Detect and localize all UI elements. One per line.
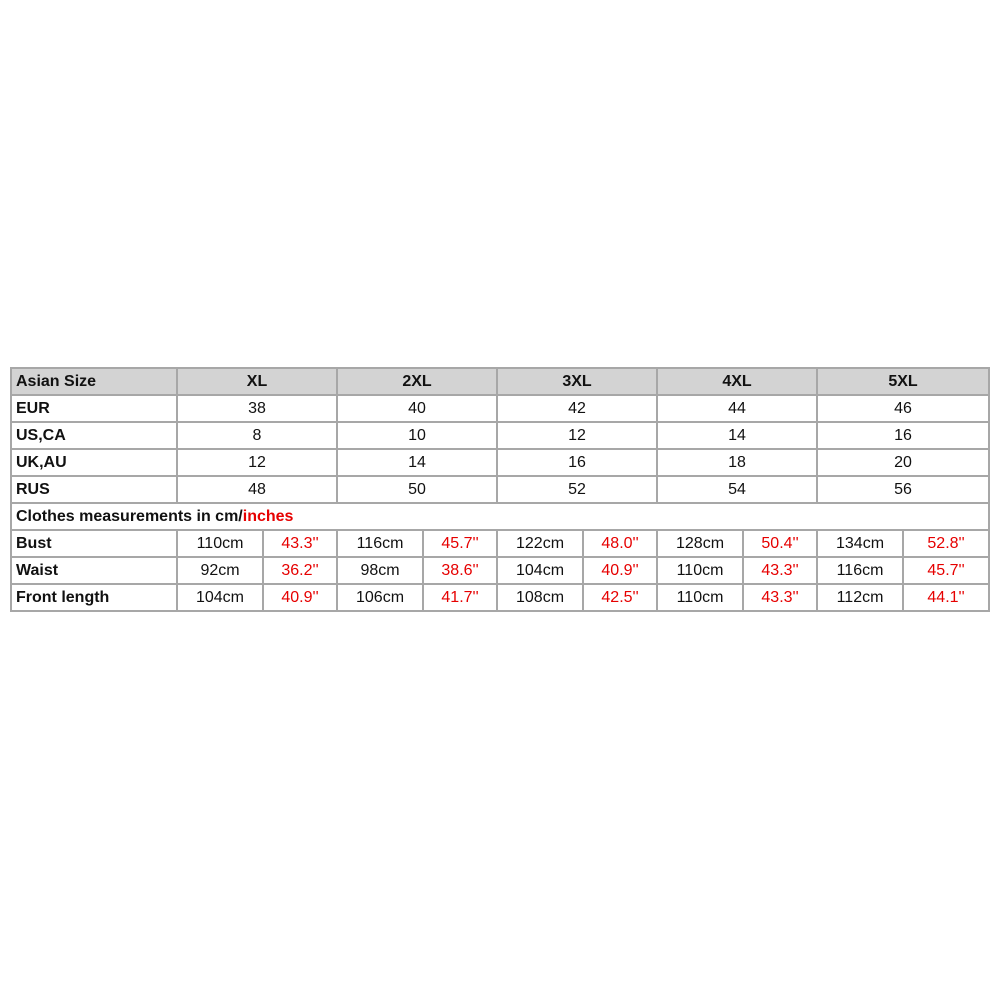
size-header-3xl: 3XL [497, 368, 657, 395]
eur-value-2xl: 40 [337, 395, 497, 422]
rus-value-3xl: 52 [497, 476, 657, 503]
waist-cm-3xl: 104cm [497, 557, 583, 584]
front-length-cm-4xl: 110cm [657, 584, 743, 611]
uk-au-value-3xl: 16 [497, 449, 657, 476]
us-ca-value-5xl: 16 [817, 422, 989, 449]
waist-row [11, 557, 989, 584]
bust-cm-xl: 110cm [177, 530, 263, 557]
size-header-xl: XL [177, 368, 337, 395]
waist-cm-4xl: 110cm [657, 557, 743, 584]
bust-cm-3xl: 122cm [497, 530, 583, 557]
measurements-title [11, 503, 989, 530]
bust-inch-3xl: 48.0'' [583, 530, 657, 557]
waist-cm-5xl: 116cm [817, 557, 903, 584]
bust-cm-2xl: 116cm [337, 530, 423, 557]
rus-label: RUS [11, 476, 177, 503]
rus-value-xl: 48 [177, 476, 337, 503]
bust-inch-4xl: 50.4'' [743, 530, 817, 557]
rus-value-2xl: 50 [337, 476, 497, 503]
front-length-row [11, 584, 989, 611]
front-length-cm-2xl: 106cm [337, 584, 423, 611]
waist-inch-xl: 36.2'' [263, 557, 337, 584]
uk-au-value-xl: 12 [177, 449, 337, 476]
rus-row [11, 476, 989, 503]
waist-inch-2xl: 38.6'' [423, 557, 497, 584]
uk-au-value-5xl: 20 [817, 449, 989, 476]
front-length-inch-3xl: 42.5'' [583, 584, 657, 611]
front-length-inch-5xl: 44.1'' [903, 584, 989, 611]
size-header-5xl: 5XL [817, 368, 989, 395]
eur-label: EUR [11, 395, 177, 422]
size-header-row [11, 368, 989, 395]
bust-row [11, 530, 989, 557]
waist-cm-2xl: 98cm [337, 557, 423, 584]
us-ca-value-3xl: 12 [497, 422, 657, 449]
rus-value-4xl: 54 [657, 476, 817, 503]
measurements-title-prefix: Clothes measurements in cm/ [16, 507, 243, 525]
measurements-title-inches: inches [242, 507, 294, 525]
bust-cm-4xl: 128cm [657, 530, 743, 557]
uk-au-label: UK,AU [11, 449, 177, 476]
front-length-inch-xl: 40.9'' [263, 584, 337, 611]
eur-value-4xl: 44 [657, 395, 817, 422]
front-length-label: Front length [11, 584, 177, 611]
bust-cm-5xl: 134cm [817, 530, 903, 557]
rus-value-5xl: 56 [817, 476, 989, 503]
bust-inch-2xl: 45.7'' [423, 530, 497, 557]
front-length-inch-4xl: 43.3'' [743, 584, 817, 611]
us-ca-label: US,CA [11, 422, 177, 449]
front-length-inch-2xl: 41.7'' [423, 584, 497, 611]
size-header-4xl: 4XL [657, 368, 817, 395]
waist-inch-5xl: 45.7'' [903, 557, 989, 584]
us-ca-value-2xl: 10 [337, 422, 497, 449]
bust-inch-5xl: 52.8'' [903, 530, 989, 557]
eur-value-3xl: 42 [497, 395, 657, 422]
measurements-title-row [11, 503, 989, 530]
waist-label: Waist [11, 557, 177, 584]
uk-au-row [11, 449, 989, 476]
us-ca-row [11, 422, 989, 449]
us-ca-value-4xl: 14 [657, 422, 817, 449]
front-length-cm-5xl: 112cm [817, 584, 903, 611]
asian-size-header: Asian Size [11, 368, 177, 395]
waist-inch-3xl: 40.9'' [583, 557, 657, 584]
bust-label: Bust [11, 530, 177, 557]
front-length-cm-3xl: 108cm [497, 584, 583, 611]
eur-row [11, 395, 989, 422]
uk-au-value-4xl: 18 [657, 449, 817, 476]
eur-value-5xl: 46 [817, 395, 989, 422]
size-header-2xl: 2XL [337, 368, 497, 395]
bust-inch-xl: 43.3'' [263, 530, 337, 557]
eur-value-xl: 38 [177, 395, 337, 422]
waist-inch-4xl: 43.3'' [743, 557, 817, 584]
size-chart-table [10, 367, 990, 612]
uk-au-value-2xl: 14 [337, 449, 497, 476]
front-length-cm-xl: 104cm [177, 584, 263, 611]
waist-cm-xl: 92cm [177, 557, 263, 584]
us-ca-value-xl: 8 [177, 422, 337, 449]
